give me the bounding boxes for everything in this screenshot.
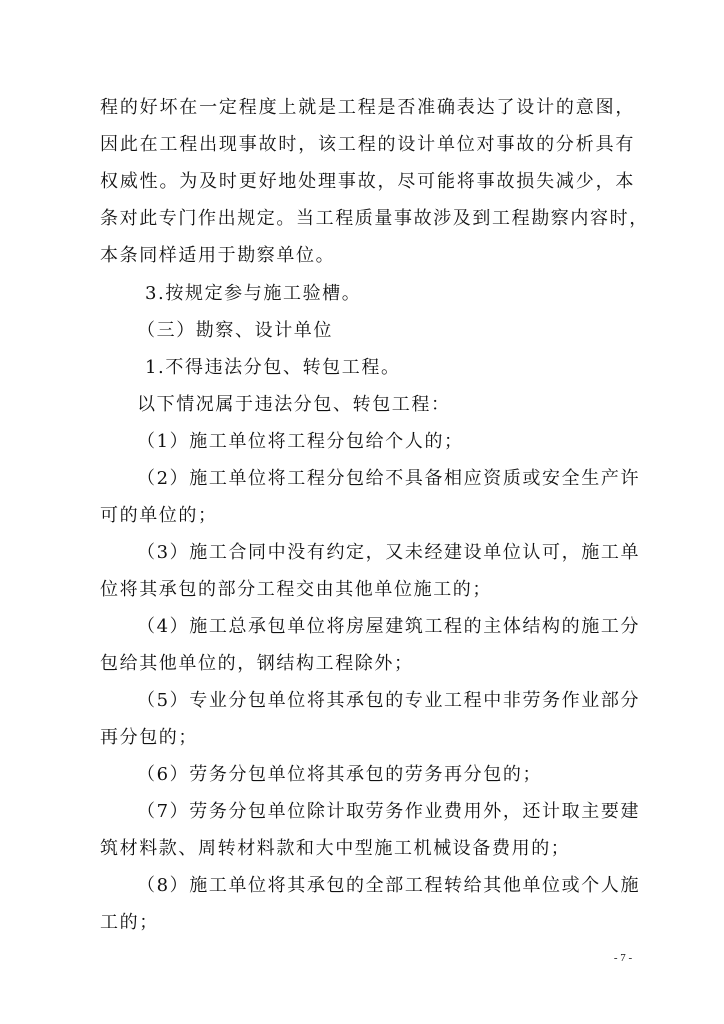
body-text-line: 因此在工程出现事故时，该工程的设计单位对事故的分析具有 [100, 134, 635, 155]
list-item-continuation: 筑材料款、周转材料款和大中型施工机械设备费用的； [100, 838, 571, 859]
section-heading: （三）勘察、设计单位 [137, 320, 333, 341]
list-item: （6）劳务分包单位将其承包的劳务再分包的； [137, 764, 543, 785]
list-item-continuation: 可的单位的； [100, 505, 218, 526]
list-item: （2）施工单位将工程分包给不具备相应资质或安全生产许 [137, 468, 641, 489]
numbered-item: 1.不得违法分包、转包工程。 [145, 357, 401, 378]
body-text-line: 条对此专门作出规定。当工程质量事故涉及到工程勘察内容时， [100, 208, 649, 229]
body-text-line: 以下情况属于违法分包、转包工程： [137, 394, 451, 415]
body-text-line: 权威性。为及时更好地处理事故，尽可能将事故损失减少，本 [100, 171, 635, 192]
body-text-line: 程的好坏在一定程度上就是工程是否准确表达了设计的意图， [100, 97, 635, 118]
page-number: - 7 - [613, 952, 633, 964]
numbered-item: 3.按规定参与施工验槽。 [145, 283, 362, 304]
list-item-continuation: 包给其他单位的，钢结构工程除外； [100, 653, 414, 674]
list-item-continuation: 工的； [100, 912, 159, 933]
list-item-continuation: 再分包的； [100, 727, 198, 748]
list-item: （3）施工合同中没有约定，又未经建设单位认可，施工单 [137, 542, 641, 563]
list-item: （1）施工单位将工程分包给个人的； [137, 431, 464, 452]
list-item-continuation: 位将其承包的部分工程交由其他单位施工的； [100, 579, 492, 600]
body-text-line: 本条同样适用于勘察单位。 [100, 245, 336, 266]
list-item: （8）施工单位将其承包的全部工程转给其他单位或个人施 [137, 875, 641, 896]
list-item: （4）施工总承包单位将房屋建筑工程的主体结构的施工分 [137, 616, 641, 637]
list-item: （7）劳务分包单位除计取劳务作业费用外，还计取主要建 [137, 801, 641, 822]
list-item: （5）专业分包单位将其承包的专业工程中非劳务作业部分 [137, 690, 641, 711]
